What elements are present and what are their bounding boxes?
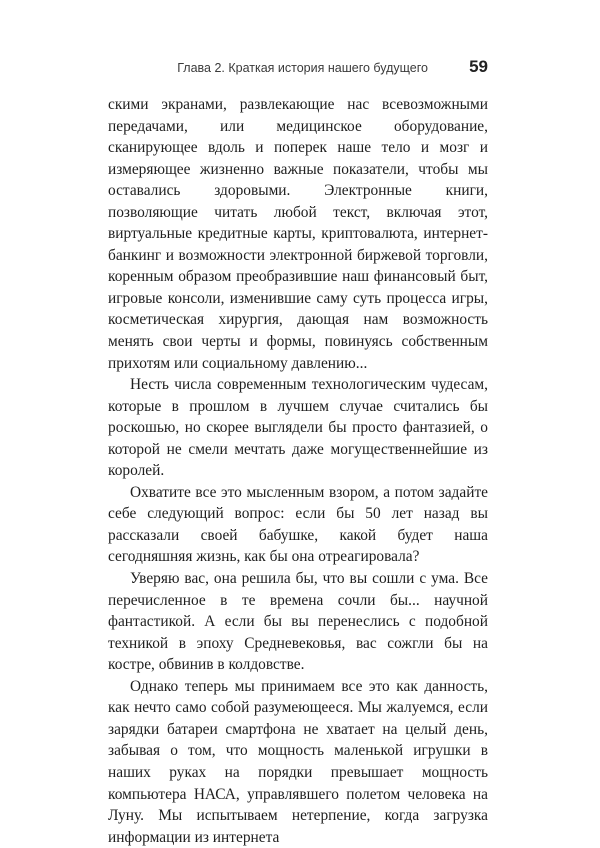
running-header	[108, 58, 488, 82]
paragraph: скими экранами, развлекающие нас всевозможными передачами, или медицинское оборудование, сканирующее вдоль и поперек наше тело и мозг и измеряющее жизненно важные показатели, чтобы мы оставались здоровыми. Электронные книги, позволяющие читать любой текст, включая этот, виртуальные кредитные карты, криптовалюта, интернет-банкинг и возможности электронной биржевой торговли, коренным образом преобразившие наш финансовый быт, игровые консоли, изменившие саму суть процесса игры, косметическая хирургия, дающая нам возможность менять свои черты и формы, повинуясь собственным прихотям или социальному давлению...	[108, 96, 488, 372]
paragraph: Уверяю вас, она решила бы, что вы сошли с ума. Все перечисленное в те времена сочли бы... научной фантастикой. А если бы вы перенеслись с подобной техникой в эпоху Средневековья, вас сожгли бы на костре, обвинив в колдовстве.	[108, 570, 488, 674]
body-text	[108, 94, 488, 848]
page-number: 59	[469, 57, 488, 76]
paragraph: Несть числа современным технологическим чудесам, которые в прошлом в лучшем случае считались бы роскошью, но скорее выглядели бы просто фантазией, о которой не смели мечтать даже могущественнейшие из королей.	[108, 376, 488, 480]
chapter-title: Глава 2. Краткая история нашего будущего	[177, 61, 428, 75]
paragraph: Однако теперь мы принимаем все это как данность, как нечто само собой разумеющееся. Мы жалуемся, если зарядки батареи смартфона не хватает на целый день, забывая о том, что мощность маленькой игрушки в наших руках на порядки превышает мощность компьютера НАСА, управлявшего полетом человека на Луну. Мы испытываем нетерпение, когда загрузка информации из интернета	[108, 677, 488, 846]
paragraph: Охватите все это мысленным взором, а потом задайте себе следующий вопрос: если бы 50 лет назад вы рассказали своей бабушке, какой будет наша сегодняшняя жизнь, как бы она отреагировала?	[108, 483, 488, 566]
